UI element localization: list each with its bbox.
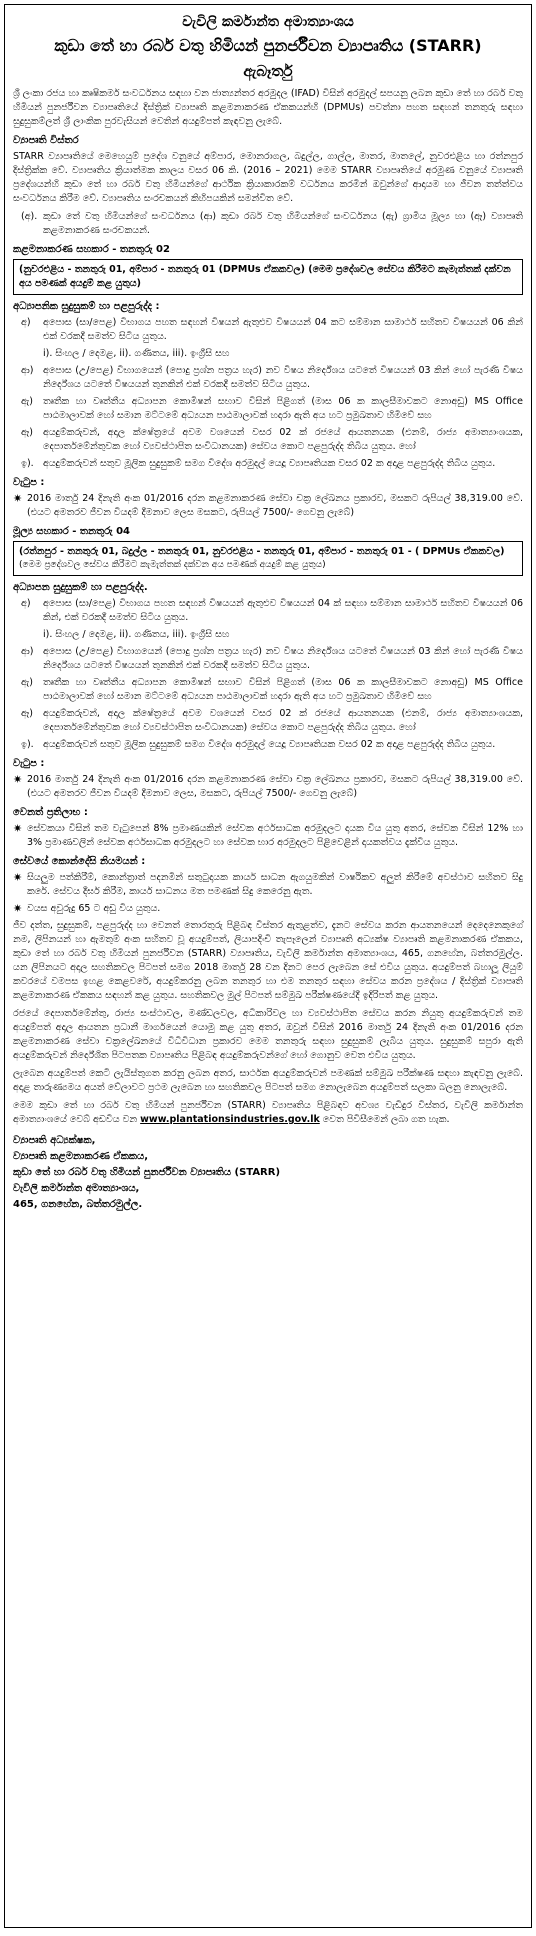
list-text: අයදුම්කරුවන්, අදාල ක්ෂේත්‍රයේ අවම වශයෙන් වසර 02 ක් රජයේ ආයතනයක (එනම්, රාජ්‍ය අමාත්‍යාංශයක, දෙපාර්තමේන්තුවක හෝ ව්‍යවස්ථාපිත සංවිධානයක) සේවය කොට පළපුරුද්ද තිබිය යුතුය. හෝ xyxy=(43,427,523,452)
address-line: ව්‍යාපෘති අධ්‍යක්ෂක, xyxy=(13,1135,96,1146)
benefits-text: සේවකයා විසින් තම වැටුපෙන් 8% ප්‍රමාණයකින් සේවක අර්ථසාධක අරමුදලට දායක විය යුතු අතර, සේවක විසින් 12% හා 3% ප්‍රමාණවලින් සේවක අර්ථසාධක අරමුදලට හා සේවක භාර අරමුදලට පිළිවෙළින් දායකත්වය දැක්විය යුතුය. xyxy=(27,823,523,848)
intro-paragraph: ශ්‍රී ලංකා රජය හා කෘෂිකර්ම සංවර්ධනය සඳහා වන ජාත්‍යන්තර අරමුදල (IFAD) විසින් අරමුදල් සපයනු ලබන කුඩා තේ හා රබර් වතු හිමියන් පුනර්ජීවන ව්‍යාපෘතියේ දිස්ත්‍රික් ව්‍යාපෘති කළමනාකරණ ඒකකයන්හි (DPMUs) පවත්නා පහත සඳහන් තනතුරු සඳහා සුදුසුකම්ලත් ශ්‍රී ලාංකික පුරවැසියන් වෙතින් අයදුම්පත් කැඳවනු ලැබේ. xyxy=(13,88,524,127)
advertisement-page xyxy=(4,4,532,1928)
post2-subjects: i). සිංහල / දෙමළ, ii). ගණිතය, iii). ඉංග්‍රීසි සහ xyxy=(43,629,230,640)
terms-heading: සේවයේ කොන්දේසි නියමයන් : xyxy=(13,856,146,867)
list-text: තෘතීක හා වෘත්තීය අධ්‍යාපන කොමිෂන් සභාව විසින් පිළිගත් (මාස 06 ක කාලසීමාවකට නොඅඩු) MS Office පාඨමාලාවක් හෝ සමාන මට්ටමේ අධ්‍යයන පාඨමාලාවක් හදාරා ඇති අය හට ප්‍රමුඛතාව හිමිවේ සහ xyxy=(43,677,523,702)
list-marker: අ) xyxy=(21,317,31,328)
list-item xyxy=(13,316,523,344)
address-line: වැවිලි කර්මාන්ත අමාත්‍යාංශය, xyxy=(13,1183,140,1194)
list-marker: ඉ). xyxy=(21,739,34,750)
list-marker: ඇ) xyxy=(21,396,33,407)
post2-locations: (රත්නපුර - තනතුරු 01, බදුල්ල - තනතුරු 01, නුවරඑළිය - තනතුරු 01, අම්පාර - තනතුරු 01 - ( DPMUs ඒකකවල) xyxy=(19,546,505,557)
list-marker: ඈ) xyxy=(21,708,33,719)
website-paragraph xyxy=(13,1099,523,1127)
post1-salary-heading: වැටුප : xyxy=(13,477,45,488)
website-link[interactable]: www.plantationsindustries.gov.lk xyxy=(140,1114,320,1125)
list-item xyxy=(13,597,523,625)
salary-text: 2016 මාර්තු 24 දිනැති අංක 01/2016 දරන කළමනාකරණ සේවා චක්‍ර ලේඛනය ප්‍රකාරව, මසකට රුපියල් 38,319.00 වේ. (එයට අමතරව ජීවන වියදම් දීමනාව ලෙස, මසකට, රුපියල් 7500/- ගෙවනු ලැබේ) xyxy=(27,774,523,799)
post2-qualifications-heading: අධ්‍යාපන සුදුසුකම් හා පළපුරුද්ද. xyxy=(13,582,148,593)
benefits-item xyxy=(13,822,523,850)
list-text: කුඩා තේ වතු හිමියන්ගේ සංවර්ධනය (ආ) කුඩා රබර් වතු හිමියන්ගේ සංවර්ධනය (ඇ) ග්‍රාමීය මූල්‍ය හා (ඈ) ව්‍යාපෘති කළමනාකරණ සංරචකයන්. xyxy=(43,211,523,236)
list-marker: අ) xyxy=(21,598,31,609)
salary-text: 2016 මාර්තු 24 දිනැති අංක 01/2016 දරන කළමනාකරණ සේවා චක්‍ර ලේඛනය ප්‍රකාරව, මසකට රුපියල් 38,319.00 වේ. (එයට අමතරව ජීවන වියදම් දීමනාව ලෙස මසකට, රුපියල් 7500/- ගෙවනු ලැබේ) xyxy=(27,493,523,518)
post1-locations-box xyxy=(13,259,523,295)
vacancies-title: ඇබෑර්තු xyxy=(243,62,293,80)
contact-address xyxy=(13,1133,523,1213)
post2-salary xyxy=(13,773,523,801)
terms-item xyxy=(13,902,523,916)
post1-qualifications-heading: අධ්‍යාපනික සුදුසුකම් හා පළපුරුද්ද : xyxy=(13,301,160,312)
project-details-heading: ව්‍යාපෘති විස්තර xyxy=(13,135,79,146)
post2-heading: මූල්‍ය සහකාර - තනතුරු 04 xyxy=(13,526,131,537)
list-item xyxy=(13,426,523,454)
list-marker: (අ). xyxy=(21,211,38,222)
list-item xyxy=(13,395,523,423)
list-text: අපොස (සා/පෙළ) විභාගය පහත සඳහන් විෂයයන් ඇතුළුව විෂයයන් 04 ක් සඳහා සම්මාන සාමාර්ථ සහිතව විෂයයන් 06 කින්, එක් වරකදී සමත්ව සිටිය යුතුය. xyxy=(43,598,523,623)
website-text: මෙම කුඩා තේ හා රබර් වතු හිමියන් පුනර්ජීවන (STARR) ව්‍යාපෘතිය පිළිබඳව අවශ්‍ය වැඩිදුර විස්තර, වැවිලි කර්මාන්ත අමාත්‍යාංශයේ වෙබ් අඩවිය වන xyxy=(13,1100,523,1125)
list-text: අපොස (සා/පෙළ) විභාගය පහත සඳහන් විෂයන් ඇතුළුව විෂයයන් 04 කට සම්මාන සාමාර්ථ සහිතව විෂයයන් 06 කින් එක් වරකදී සමත්ව සිටිය යුතුය. xyxy=(43,317,523,342)
terms-item xyxy=(13,871,523,899)
post1-locations: (නුවරඑළිය - තනතුරු 01, අම්පාර - තනතුරු 01 (DPMUs ඒකකවල) (මෙම ප්‍රදේශවල සේවය කිරීමට කැමැත්තක් දක්වන අය පමණක් අයදුම් කළ යුතුය) xyxy=(19,264,511,289)
star-bullet-icon: ✷ xyxy=(13,822,23,835)
star-bullet-icon: ✷ xyxy=(13,492,23,505)
list-marker: ඉ). xyxy=(21,458,34,469)
list-text: අයදුම්කරුවන් සතුව මූලික සුදුසුකම් සමග විදේශ අරමුදල් යෙදූ ව්‍යාපෘතියක වසර 02 ක අදාළ පළපුරුද්ද තිබිය යුතුය. xyxy=(43,458,496,469)
star-bullet-icon: ✷ xyxy=(13,773,23,786)
website-tail: වෙත පිවිසීමෙන් ලබා ගත හැක. xyxy=(322,1114,450,1125)
post1-heading: කළමනාකරණ සහකාර - තනතුරු 02 xyxy=(13,244,170,255)
star-bullet-icon: ✷ xyxy=(13,902,23,915)
post2-locations-note: (මෙම ප්‍රදේශවල සේවය කිරීමට කැමැත්තක් දක්වන අය පමණක් අයදුම් කළ යුතුය) xyxy=(19,560,326,570)
application-paragraph: ජීව දත්ත, සුදුසුකම්, පළපුරුද්ද හා වෙනත් තොරතුරු පිළිබඳ විස්තර ඇතුළත්ව, දැනට සේවය කරන ආයතනයෙන් දෙදෙනෙකුගේ නම, ලිපිනයන් හා ඇමතුම් අංක සහිතව වූ අයදුම්පත්, ලියාපදිංචි තැපෑලෙන් ව්‍යාපෘති අධ්‍යක්ෂ ව්‍යාපෘති කළමනාකරණ ඒකකය, කුඩා තේ හා රබර් වතු හිමියන් පුනර්ජීවන (STARR) ව්‍යාපෘතිය, වැවිලි කර්මාන්ත අමාත්‍යාංශය, 465, ගනහේන, බත්තරමුල්ල. යන ලිපිනයට අදාල සහතිකවල පිටපත් සමග 2018 මාර්තු 28 වන දිනට පෙර ලැබෙන සේ එවිය යුතුය. අයදුම්පත් බහාලූ ලියුම් කවරයේ වමපස ඉහළ කෙළවරේ, අයදුම්කරනු ලබන තනතුර හා එම තනතුර සඳහා සේවය කරන ප්‍රදේශය / දිස්ත්‍රික් ව්‍යාපෘති කළමනාකරණ ඒකකය සඳහන් කළ යුතුය. සහතිකවල මුල් පිටපත් සම්මුඛ පරීක්ෂණයේදී ඉදිරිපත් කළ යුතුය. xyxy=(13,920,523,1001)
terms-text: සියලුම පත්කිරීම්, කොන්ත්‍රාත් පදනමින් සතුටුදායක කාර්ය සාධන ඇගයුමකින් වාර්ෂිකව අලුත් කිරීමේ අවස්ථාව සහිතව සිදු කරේ. සේවය දීර්ඝ කිරීම, කාර්ය සාධනය මත පමණක් සිදු කෙරෙනු ඇත. xyxy=(27,872,523,897)
list-marker: ආ) xyxy=(21,365,34,376)
post1-subjects: i). සිංහල / දෙමළ, ii). ගණිතය, iii). ඉංග්‍රීසි සහ xyxy=(43,348,230,359)
components-item xyxy=(13,210,523,238)
benefits-heading: වෙනත් ප්‍රතිලාභ : xyxy=(13,807,88,818)
list-item xyxy=(13,676,523,704)
list-marker: ඈ) xyxy=(21,427,33,438)
list-marker: ආ) xyxy=(21,646,34,657)
project-details-paragraph: STARR ව්‍යාපෘතියේ මෙහෙයුම් ප්‍රදේශ වනුයේ අම්පාර, මොනරාගල, බදුල්ල, ගාල්ල, මාතර, මාතලේ, නුවරඑළිය හා රත්නපුර දිස්ත්‍රික්ක වේ. ව්‍යාපෘතිය ක්‍රියාත්මක කාලය වසර 06 කි. (2016 – 2021) මෙම STARR ව්‍යාපෘතියේ අරමුණ වනුයේ ව්‍යාපෘති ප්‍රදේශයන්හි කුඩා තේ හා රබර් වතු හිමියන්ගේ ආර්ථික ක්‍රියාකාරකම් වර්ධනය කරමින් ඔවුන්ගේ ආදායම හා ජීවන තත්ත්වය සංවර්ධනය කිරීම වේ. ව්‍යාපෘතිය සංරචකයන් කිහිපයකින් සමන්විත වේ. xyxy=(13,151,523,204)
list-item xyxy=(13,364,523,392)
address-line: ව්‍යාපෘති කළමනාකරණ ඒකකය, xyxy=(13,1151,149,1162)
project-title: කුඩා තේ හා රබර් වතු හිමියන් පුනර්ජීවන ව්‍යාපෘතිය (STARR) xyxy=(54,36,482,55)
list-item xyxy=(13,645,523,673)
list-text: අයදුම්කරුවන්, අදාල ක්ෂේත්‍රයේ අවම වශයෙන් වසර 02 ක් රජයේ ආයතනයක (එනම්, රාජ්‍ය අමාත්‍යාංශයක, දෙපාර්තමේන්තුවක හෝ ව්‍යවස්ථාපිත සංවිධානයක) සේවය කොට පළපුරුද්ද තිබිය යුතුය. හෝ xyxy=(43,708,523,733)
list-text: අපොස (උ/පෙළ) විභාගයෙන් (පොදු ප්‍රශ්න පත්‍රය හැර) නව විෂය නිර්දේශය යටතේ විෂයයන් 03 කින් හෝ පැරණි විෂය නිර්දේශය යටතේ විෂයයන් තුනකින් එක් වරකදී සමත්ව සිටිය යුතුය. xyxy=(43,646,523,671)
shortlisting-paragraph: ලැබෙන අයදුම්පත් කෙටි ලැයිස්තුගත කරනු ලබන අතර, සාර්ථක අයදුම්කරුවන් පමණක් සම්මුඛ පරීක්ෂණ සඳහා කැඳවනු ලැබේ. අදාළ තාරුණ්‍යමය අයත් වේලාවට ප්‍රථම ලැබෙන හා සහතිකවල පිටපත් සමග නොලැබෙන අයදුම්පත් සලකා බලනු නොලැබේ. xyxy=(13,1068,523,1093)
post2-salary-heading: වැටුප : xyxy=(13,758,45,769)
address-line: 465, ගනහේන, බත්තරමුල්ල. xyxy=(13,1199,143,1210)
list-item xyxy=(13,707,523,735)
list-text: අපොස (උ/පෙළ) විභාගයෙන් (පොදු ප්‍රශ්න පත්‍රය හැර) නව විෂය නිර්දේශය යටතේ විෂයයන් 03 කින් හෝ පැරණි විෂය නිර්දේශය යටතේ විෂයයන් තුනකින් එක් වරකදී සමත්ව සිටිය යුතුය. xyxy=(43,365,523,390)
list-item xyxy=(13,738,523,752)
post2-locations-box xyxy=(13,541,523,576)
address-line: කුඩා තේ හා රබර් වතු හිමියන් පුනර්ජීවන ව්‍යාපෘතිය (STARR) xyxy=(13,1167,281,1178)
ministry-name: වැවිලි කර්මාන්ත අමාත්‍යාංශය xyxy=(182,14,354,30)
list-text: තෘතීක හා වෘත්තීය අධ්‍යාපන කොමිෂන් සභාව විසින් පිළිගත් (මාස 06 ක කාලසීමාවකට නොඅඩු) MS Office පාඨමාලාවක් හෝ සමාන මට්ටමේ අධ්‍යයන පාඨමාලාවක් හදාරා ඇති අය හට ප්‍රමුඛතාව හිමිවේ සහ xyxy=(43,396,523,421)
list-marker: ඇ) xyxy=(21,677,33,688)
star-bullet-icon: ✷ xyxy=(13,871,23,884)
terms-text: වයස අවුරුදු 65 ට අඩු විය යුතුය. xyxy=(27,903,161,914)
list-text: අයදුම්කරුවන් සතුව මූලික සුදුසුකම් සමග විදේශ අරමුදල් යෙදූ ව්‍යාපෘතියක වසර 02 ක අදාළ පළපුරුද්ද තිබිය යුතුය. xyxy=(43,739,496,750)
post1-salary xyxy=(13,492,523,520)
government-applicants-paragraph: රජයේ දෙපාර්තමේන්තු, රාජ්‍ය සංස්ථාවල, මණ්ඩලවල, අධිකාරිවල හා ව්‍යවස්ථාපිත සේවය කරන නියුතු අයදුම්කරුවන් තම අයදුම්පත් අදාල ආයතන ප්‍රධානී මාර්ගයෙන් යොමු කළ යුතු අතර, ඔවුන් විසින් 2016 මාර්තු 24 දිනැති අංක 01/2016 දරන කළමනාකරණ සේවා චක්‍රලේඛනයේ විධිවිධාන ප්‍රකාරව මෙම තනතුරු සඳහා සුදුසුකම් ලැබිය යුතුය. සුදුසුකම් සපුරා ඇති අයදුම්කරුවන් නිර්දේශිත පිටපතක ව්‍යාපෘතිය පිළිබඳ අයදුම්කරුවන්ගේ හෝ ගොනුව වෙත එවිය යුතුය. xyxy=(13,1008,523,1061)
list-item xyxy=(13,457,523,471)
